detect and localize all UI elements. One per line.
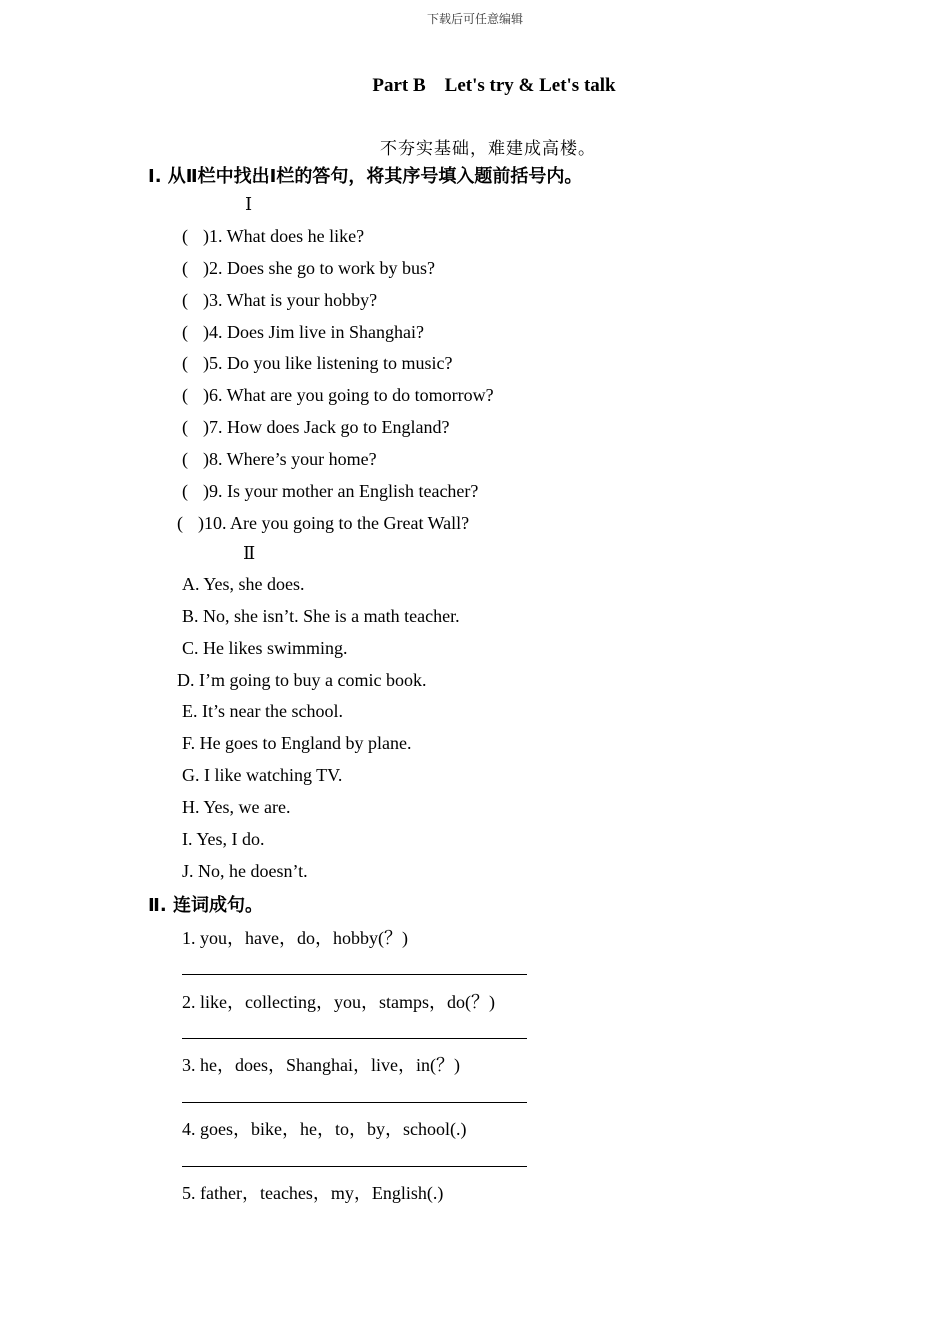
page-title: Part B Let's try & Let's talk (372, 75, 616, 96)
sentence-prompt: 2. like，collecting，you，stamps，do(？) (182, 992, 495, 1012)
answer-paren: ( (182, 481, 188, 501)
question-item (182, 322, 424, 343)
question-item (182, 226, 364, 247)
answer-option: E. It’s near the school. (182, 701, 343, 721)
answer-line[interactable] (182, 974, 527, 975)
question-item (182, 353, 452, 374)
answer-option: J. No, he doesn’t. (182, 861, 308, 881)
answer-option: D. I’m going to buy a comic book. (177, 670, 427, 690)
answer-option: A. Yes, she does. (182, 574, 305, 594)
sentence-prompt: 4. goes，bike，he，to，by，school(.) (182, 1119, 467, 1139)
question-text: )1. What does he like? (203, 226, 365, 246)
question-item (182, 417, 449, 438)
question-text: )2. Does she go to work by bus? (203, 258, 435, 278)
answer-option: C. He likes swimming. (182, 638, 348, 658)
answer-paren: ( (182, 417, 188, 437)
page-header-note: 下载后可任意编辑 (426, 12, 523, 26)
question-text: )9. Is your mother an English teacher? (203, 481, 479, 501)
question-item (182, 258, 435, 279)
question-text: )5. Do you like listening to music? (203, 353, 453, 373)
answer-paren: ( (182, 258, 188, 278)
section-1-heading: Ⅰ. 从Ⅱ栏中找出Ⅰ栏的答句，将其序号填入题前括号内。 (148, 166, 583, 187)
question-text: )4. Does Jim live in Shanghai? (203, 322, 424, 342)
question-text: )10. Are you going to the Great Wall? (198, 513, 470, 533)
answer-option: G. I like watching TV. (182, 765, 343, 785)
column-2-label: Ⅱ (243, 543, 256, 563)
answer-paren: ( (182, 322, 188, 342)
answer-paren: ( (177, 513, 183, 533)
answer-paren: ( (182, 385, 188, 405)
answer-line[interactable] (182, 1102, 527, 1103)
question-text: )8. Where’s your home? (203, 449, 377, 469)
question-item (182, 290, 377, 311)
section-2-heading: Ⅱ. 连词成句。 (148, 895, 263, 916)
column-1-label: Ⅰ (245, 194, 253, 214)
sentence-prompt: 5. father，teaches，my，English(.) (182, 1183, 444, 1203)
motto: 不夯实基础，难建成高楼。 (380, 139, 596, 159)
answer-option: B. No, she isn’t. She is a math teacher. (182, 606, 460, 626)
question-item (177, 513, 469, 534)
question-item (182, 385, 494, 406)
sentence-prompt: 1. you，have，do，hobby(？) (182, 928, 408, 948)
answer-option: H. Yes, we are. (182, 797, 291, 817)
question-text: )3. What is your hobby? (203, 290, 378, 310)
answer-paren: ( (182, 353, 188, 373)
answer-option: F. He goes to England by plane. (182, 733, 412, 753)
answer-paren: ( (182, 449, 188, 469)
answer-paren: ( (182, 290, 188, 310)
answer-paren: ( (182, 226, 188, 246)
question-item (182, 449, 377, 470)
sentence-prompt: 3. he，does，Shanghai，live，in(？) (182, 1055, 460, 1075)
answer-line[interactable] (182, 1038, 527, 1039)
answer-option: I. Yes, I do. (182, 829, 265, 849)
answer-line[interactable] (182, 1166, 527, 1167)
question-item (182, 481, 478, 502)
question-text: )6. What are you going to do tomorrow? (203, 385, 494, 405)
question-text: )7. How does Jack go to England? (203, 417, 450, 437)
